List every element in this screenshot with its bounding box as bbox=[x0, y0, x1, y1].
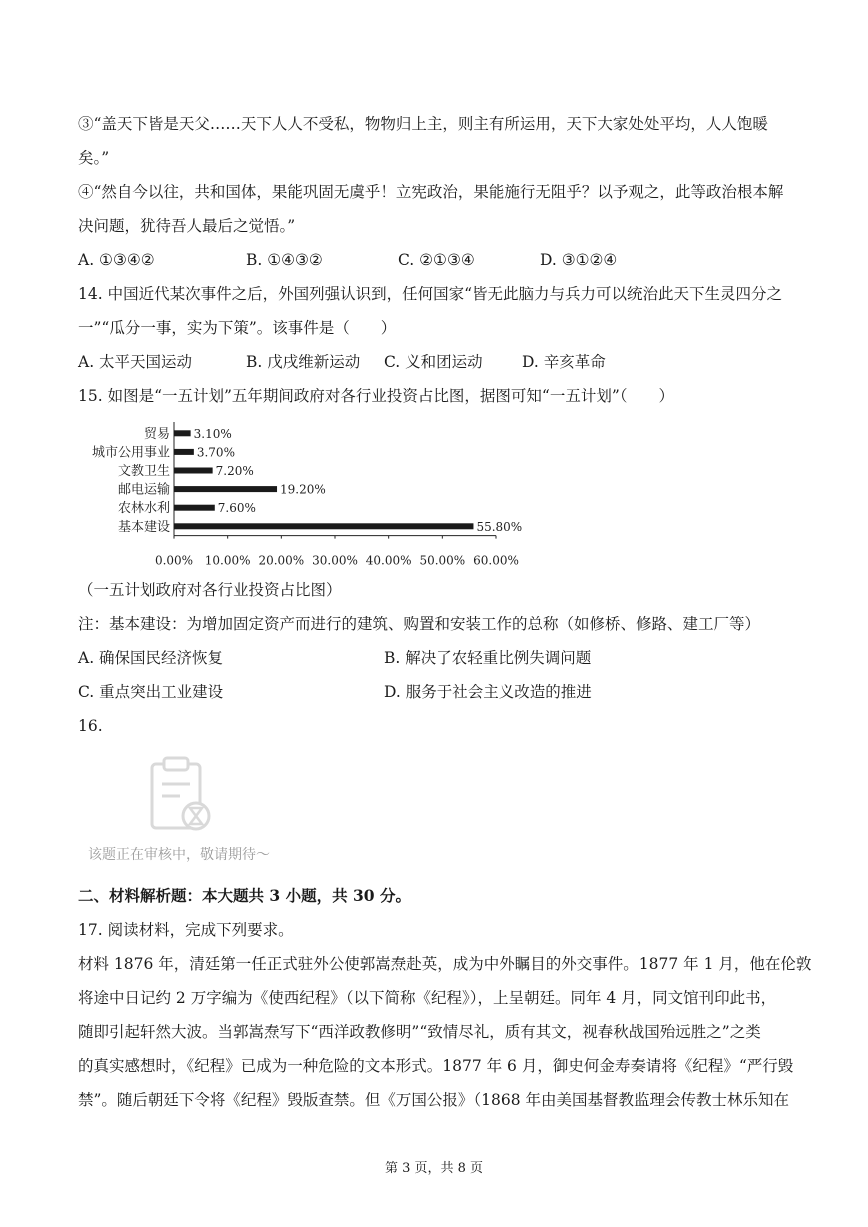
investment-bar-chart bbox=[74, 418, 523, 568]
q15-choice-c[interactable]: C. 重点突出工业建设 bbox=[78, 683, 224, 701]
x-tick-label: 30.00% bbox=[312, 553, 358, 568]
page-footer: 第 3 页，共 8 页 bbox=[384, 1161, 484, 1176]
material-line-2: 将途中日记约 2 万字编为《使西纪程》（以下简称《纪程》），上呈朝廷。同年 4 月，同文馆刊印此书， bbox=[78, 989, 777, 1007]
q15-choice-b[interactable]: B. 解决了农轻重比例失调问题 bbox=[384, 649, 592, 667]
bar bbox=[174, 523, 473, 529]
value-label: 55.80% bbox=[476, 519, 523, 534]
q13-option-3-line2: 矣。” bbox=[78, 149, 110, 167]
material-line-4: 的真实感想时，《纪程》已成为一种危险的文本形式。1877 年 6 月，御史何金寿奏请将《纪程》“严行毁 bbox=[78, 1057, 794, 1075]
value-label: 3.70% bbox=[196, 445, 235, 460]
category-label: 城市公用事业 bbox=[91, 445, 170, 461]
bar bbox=[174, 430, 191, 436]
chart-caption: （一五计划政府对各行业投资占比图） bbox=[78, 581, 342, 599]
category-label: 基本建设 bbox=[117, 519, 170, 535]
q14-choice-c[interactable]: C. 义和团运动 bbox=[384, 353, 483, 371]
q14-choice-a[interactable]: A. 太平天国运动 bbox=[78, 353, 193, 371]
category-label: 邮电运输 bbox=[117, 482, 170, 498]
q13-option-4-line2: 决问题，犹待吾人最后之觉悟。” bbox=[78, 217, 296, 235]
q13-option-4-line1: ④“然自今以往，共和国体，果能巩固无虞乎！立宪政治，果能施行无阻乎？以予观之，此等政治根本解 bbox=[78, 183, 784, 201]
q16-number: 16. bbox=[78, 717, 103, 735]
value-label: 7.20% bbox=[215, 464, 254, 478]
bar bbox=[174, 468, 213, 474]
x-tick-label: 60.00% bbox=[473, 553, 519, 568]
q13-choice-d[interactable]: D. ③①②④ bbox=[540, 251, 618, 269]
value-label: 19.20% bbox=[280, 482, 326, 497]
category-label: 文教卫生 bbox=[117, 464, 170, 479]
x-tick-label: 0.00% bbox=[154, 553, 194, 568]
q14-choice-d[interactable]: D. 辛亥革命 bbox=[522, 353, 606, 371]
review-pending-message: 该题正在审核中，敬请期待～ bbox=[88, 847, 270, 863]
material-line-3: 随即引起轩然大波。当郭嵩焘写下“西洋政教修明”“致情尽礼，质有其文，视春秋战国殆远胜之”之类 bbox=[78, 1023, 761, 1041]
chart-note: 注：基本建设：为增加固定资产而进行的建筑、购置和安装工作的总称（如修桥、修路、建工厂等） bbox=[78, 615, 761, 633]
q15-choice-d[interactable]: D. 服务于社会主义改造的推进 bbox=[384, 683, 592, 701]
q14-choice-b[interactable]: B. 戊戌维新运动 bbox=[246, 353, 361, 371]
value-label: 3.10% bbox=[193, 426, 232, 441]
q13-choice-b[interactable]: B. ①④③② bbox=[246, 251, 323, 269]
q15-choice-a[interactable]: A. 确保国民经济恢复 bbox=[78, 649, 224, 667]
x-tick-label: 40.00% bbox=[365, 553, 412, 568]
bar bbox=[174, 449, 194, 455]
category-label: 贸易 bbox=[143, 426, 170, 442]
x-tick-label: 20.00% bbox=[258, 553, 305, 568]
q14-stem-line1: 14. 中国近代某次事件之后，外国列强认识到，任何国家“皆无此脑力与兵力可以统治此天下生灵四分之 bbox=[78, 285, 783, 303]
material-line-5: 禁”。随后朝廷下令将《纪程》毁版查禁。但《万国公报》（1868 年由美国基督教监理会传教士林乐知在 bbox=[78, 1091, 790, 1109]
section-2-heading: 二、材料解析题：本大题共 3 小题，共 30 分。 bbox=[78, 886, 411, 905]
q15-stem: 15. 如图是“一五计划”五年期间政府对各行业投资占比图，据图可知“一五计划”（ ） bbox=[78, 387, 675, 405]
q14-stem-line2: 一”“瓜分一事，实为下策”。该事件是（ ） bbox=[78, 319, 397, 337]
q13-option-3-line1: ③“盖天下皆是天父……天下人人不受私，物物归上主，则主有所运用，天下大家处处平均，人人饱暖 bbox=[78, 115, 768, 133]
q17-stem: 17. 阅读材料，完成下列要求。 bbox=[78, 921, 294, 939]
category-label: 农林水利 bbox=[117, 501, 170, 517]
material-line-1: 材料 1876 年，清廷第一任正式驻外公使郭嵩焘赴英，成为中外瞩目的外交事件。1877 年 1 月，他在伦敦 bbox=[78, 955, 812, 973]
q13-choice-a[interactable]: A. ①③④② bbox=[78, 251, 155, 269]
q13-choice-c[interactable]: C. ②①③④ bbox=[398, 251, 475, 269]
bar bbox=[174, 486, 277, 492]
value-label: 7.60% bbox=[217, 501, 256, 516]
x-tick-label: 50.00% bbox=[419, 553, 466, 568]
clipboard-hourglass-icon bbox=[148, 754, 212, 834]
bar bbox=[174, 505, 215, 511]
x-tick-label: 10.00% bbox=[204, 553, 251, 568]
